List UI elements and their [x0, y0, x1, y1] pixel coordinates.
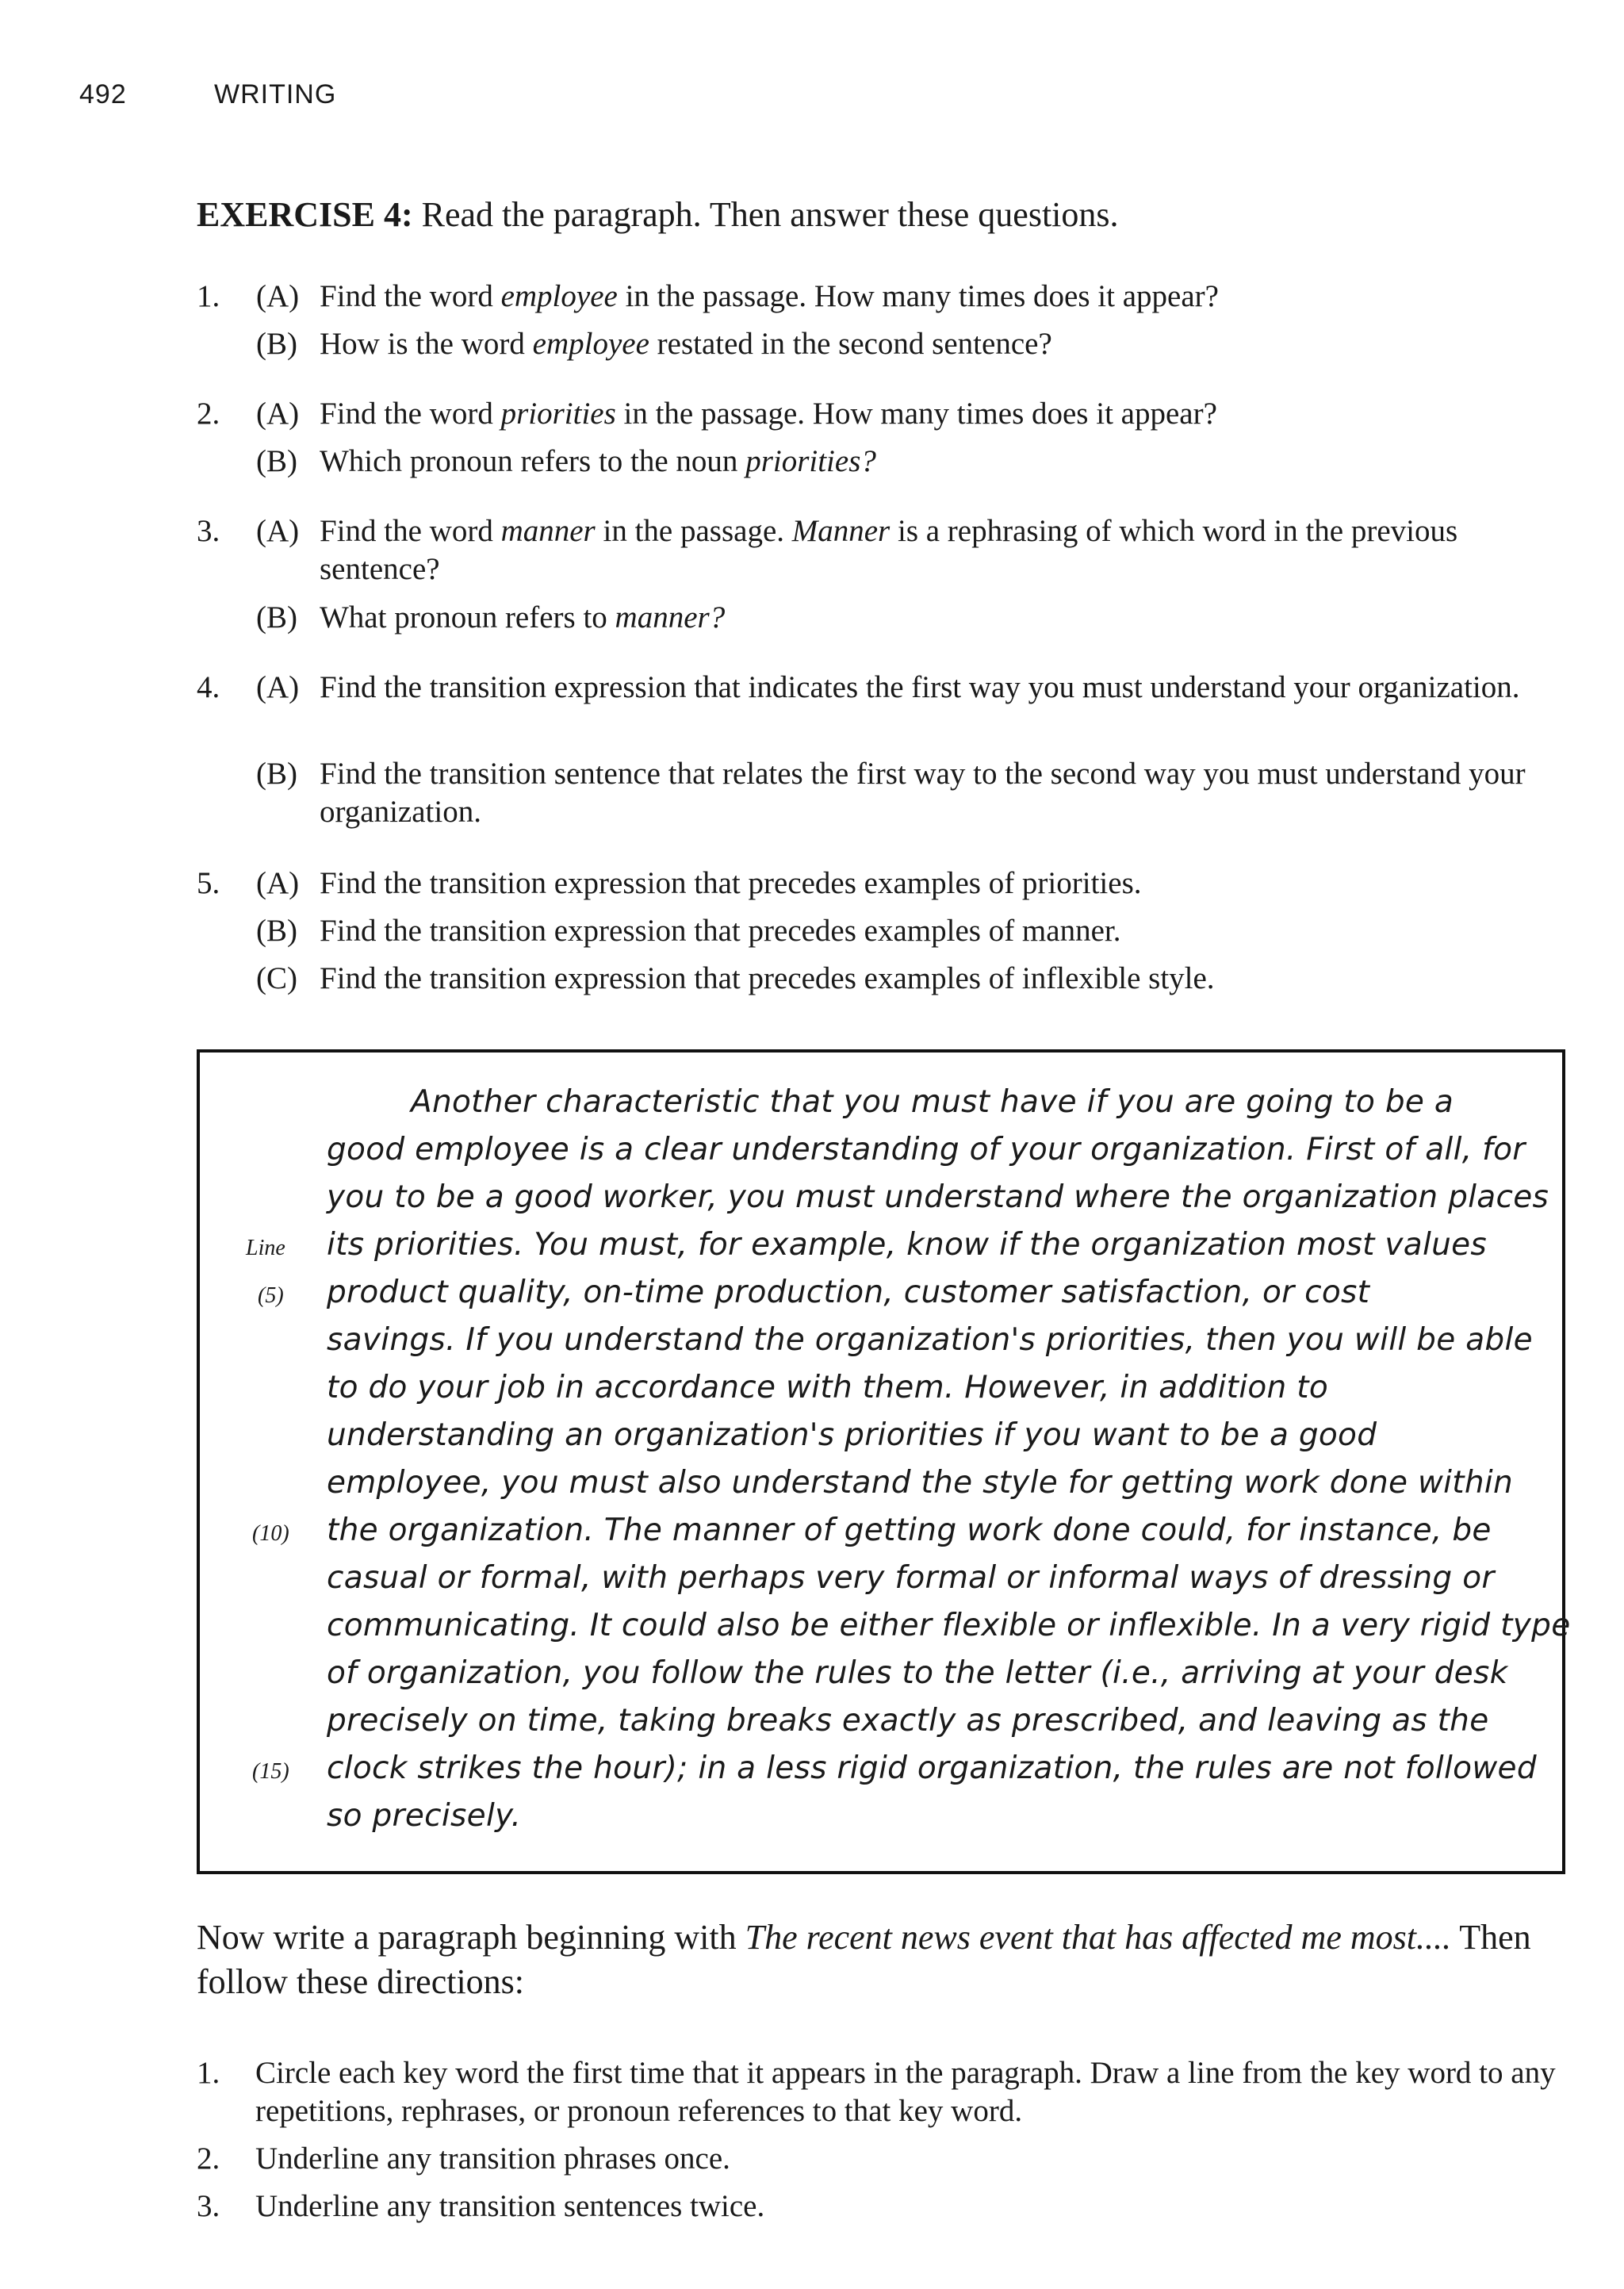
- writing-prompt: Now write a paragraph beginning with The recent news event that has affected me most.... Then follow these directions:: [197, 1918, 1531, 2001]
- exercise-label: EXERCISE 4:: [197, 195, 413, 234]
- question-text: Find the word priorities in the passage. How many times does it appear?: [320, 397, 1217, 431]
- passage-line: savings. If you understand the organization's priorities, then you will be able: [327, 1322, 1533, 1358]
- line-label: (5): [258, 1283, 284, 1308]
- part-letter: (A): [256, 397, 300, 431]
- passage-line: you to be a good worker, you must understand where the organization places: [327, 1179, 1549, 1215]
- passage-line: employee, you must also understand the style for getting work done within: [327, 1465, 1514, 1501]
- part-letter: (A): [256, 866, 300, 900]
- question-text: What pronoun refers to manner?: [320, 600, 726, 635]
- passage-line: Another characteristic that you must have if you are going to be a: [411, 1084, 1454, 1120]
- passage-line: good employee is a clear understanding of your organization. First of all, for: [327, 1132, 1526, 1168]
- page-header: [79, 79, 336, 110]
- passage-line: understanding an organization's priorities if you want to be a good: [327, 1417, 1377, 1453]
- question-text: How is the word employee restated in the second sentence?: [320, 327, 1052, 361]
- part-letter: (B): [256, 757, 297, 791]
- question-text: Find the transition expression that precedes examples of priorities.: [320, 866, 1142, 900]
- line-label: Line: [246, 1236, 285, 1260]
- passage-line: the organization. The manner of getting work done could, for instance, be: [327, 1513, 1492, 1548]
- direction-number: 1.: [197, 2056, 220, 2090]
- question-text: Find the word employee in the passage. How many times does it appear?: [320, 279, 1219, 313]
- question-text: Find the word manner in the passage. Manner is a rephrasing of which word in the previous sentence?: [320, 514, 1458, 586]
- part-letter: (A): [256, 514, 300, 548]
- question-number: 5.: [197, 866, 220, 900]
- question-number: 3.: [197, 514, 220, 548]
- section-title: WRITING: [214, 79, 337, 109]
- direction-number: 2.: [197, 2141, 220, 2176]
- exercise-heading: [197, 194, 1119, 235]
- part-letter: (A): [256, 279, 300, 313]
- part-letter: (B): [256, 327, 297, 361]
- question-text: Find the transition expression that precedes examples of manner.: [320, 914, 1121, 948]
- passage-line: its priorities. You must, for example, know if the organization most values: [327, 1227, 1488, 1263]
- passage-line: product quality, on-time production, customer satisfaction, or cost: [327, 1275, 1370, 1310]
- direction-number: 3.: [197, 2189, 220, 2223]
- passage-line: so precisely.: [327, 1798, 522, 1834]
- passage-line: precisely on time, taking breaks exactly as prescribed, and leaving as the: [327, 1703, 1489, 1739]
- part-letter: (B): [256, 600, 297, 635]
- question-text: Find the transition expression that indicates the first way you must understand your organization.: [320, 670, 1520, 704]
- direction-text: Underline any transition phrases once.: [255, 2141, 730, 2176]
- question-number: 4.: [197, 670, 220, 704]
- passage-line: to do your job in accordance with them. However, in addition to: [327, 1370, 1329, 1405]
- part-letter: (B): [256, 914, 297, 948]
- direction-text: Underline any transition sentences twice.: [255, 2189, 765, 2223]
- passage-line: casual or formal, with perhaps very formal or informal ways of dressing or: [327, 1560, 1495, 1596]
- line-label: (10): [252, 1521, 289, 1546]
- passage-line: communicating. It could also be either flexible or inflexible. In a very rigid type: [327, 1608, 1571, 1643]
- question-text: Find the transition expression that precedes examples of inflexible style.: [320, 961, 1215, 995]
- part-letter: (B): [256, 444, 297, 478]
- question-number: 1.: [197, 279, 220, 313]
- part-letter: (A): [256, 670, 300, 704]
- question-text: Which pronoun refers to the noun priorities?: [320, 444, 876, 478]
- line-label: (15): [252, 1759, 289, 1784]
- exercise-instruction: Read the paragraph. Then answer these questions.: [421, 195, 1119, 234]
- passage-line: of organization, you follow the rules to the letter (i.e., arriving at your desk: [327, 1655, 1508, 1691]
- question-text: Find the transition sentence that relates the first way to the second way you must understand your organization.: [320, 757, 1526, 829]
- passage-line: clock strikes the hour); in a less rigid organization, the rules are not followed: [327, 1750, 1537, 1786]
- direction-text: Circle each key word the first time that it appears in the paragraph. Draw a line from the key word to any repetitions, rephrases, or pronoun references to that key word.: [255, 2056, 1556, 2128]
- page-number: 492: [79, 79, 127, 109]
- part-letter: (C): [256, 961, 297, 995]
- question-number: 2.: [197, 397, 220, 431]
